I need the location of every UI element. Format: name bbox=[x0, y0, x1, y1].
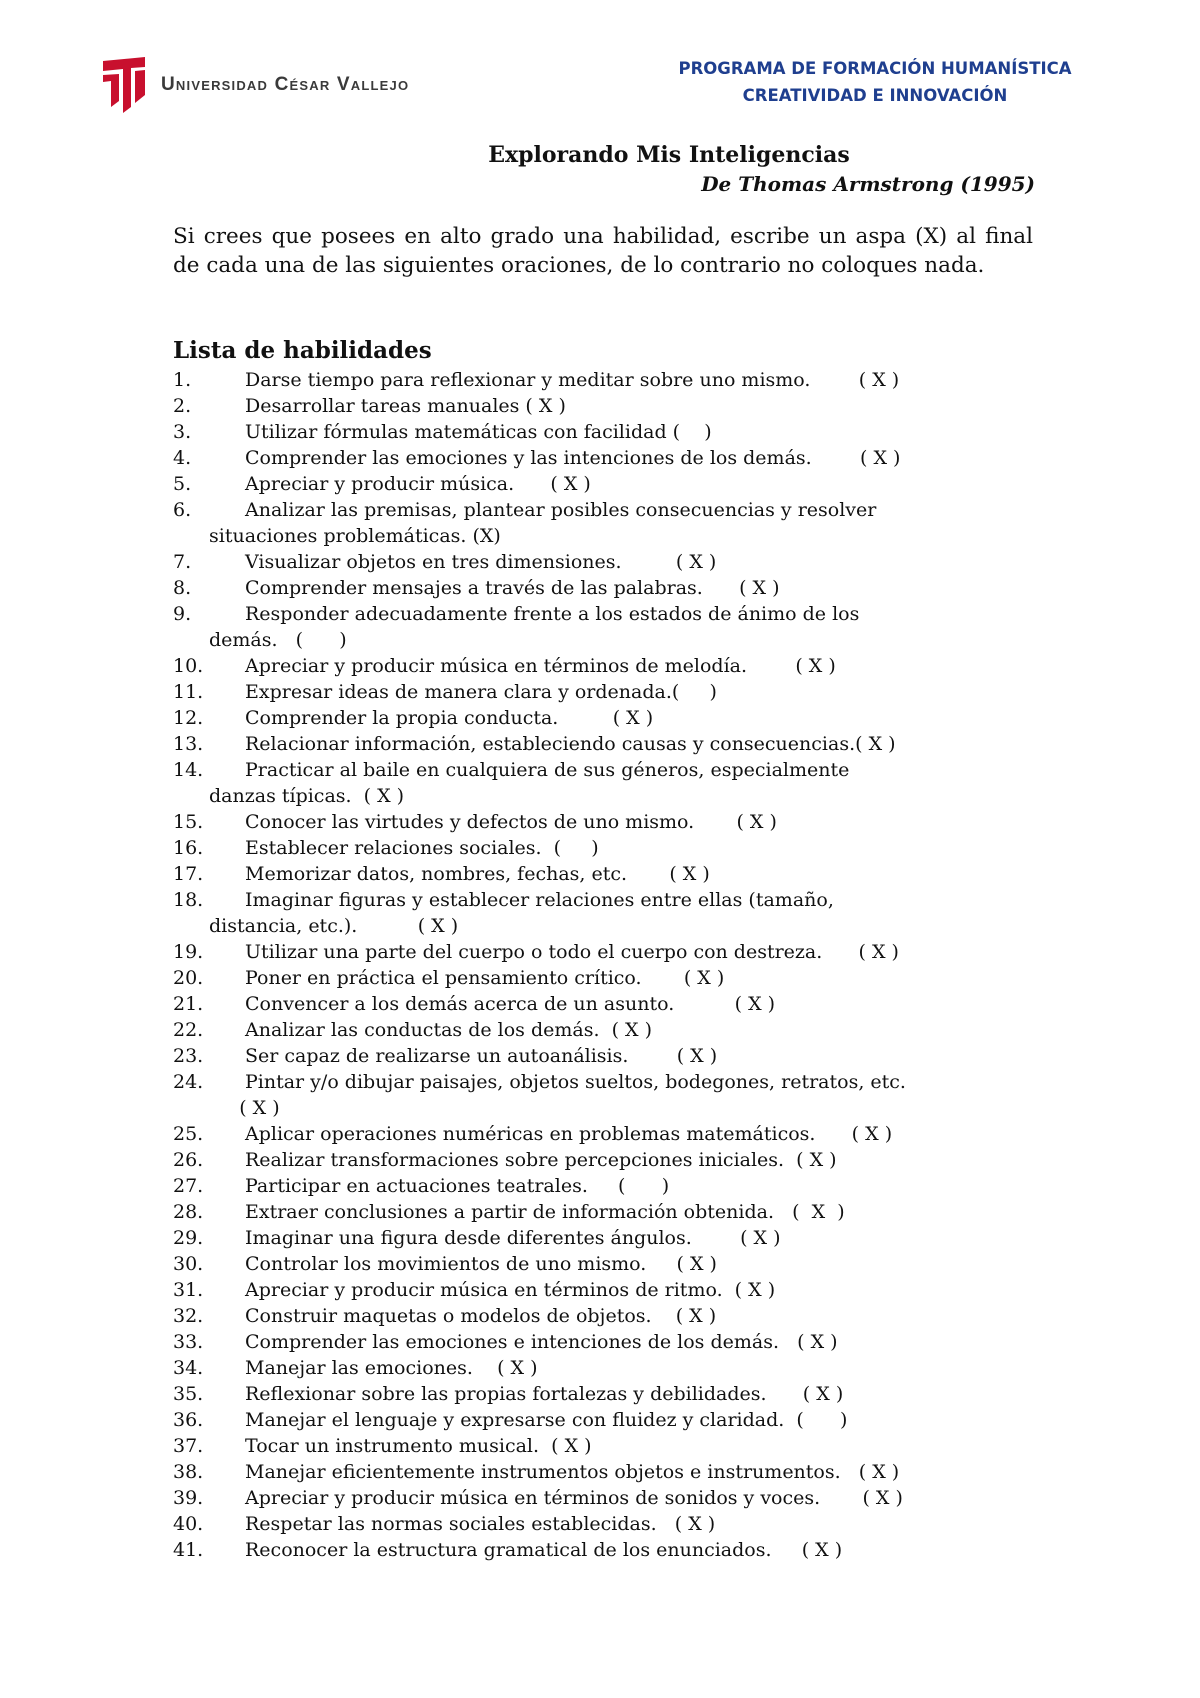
item-text: Ser capaz de realizarse un autoanálisis. ( X ) bbox=[245, 1045, 718, 1067]
item-number: 40. bbox=[173, 1513, 204, 1535]
item-number: 31. bbox=[173, 1279, 204, 1301]
list-item bbox=[173, 1121, 1035, 1147]
list-item bbox=[173, 445, 1035, 471]
list-item bbox=[173, 809, 1035, 835]
item-number: 27. bbox=[173, 1175, 204, 1197]
list-item bbox=[173, 1277, 1035, 1303]
list-item bbox=[173, 549, 1035, 575]
item-number: 38. bbox=[173, 1461, 204, 1483]
instructions-paragraph: Si crees que posees en alto grado una habilidad, escribe un aspa (X) al final de cada una de las siguientes oraciones, de lo contrario no coloques nada. bbox=[173, 224, 1033, 278]
item-number: 32. bbox=[173, 1305, 204, 1327]
item-number: 17. bbox=[173, 863, 204, 885]
list-item bbox=[173, 367, 1035, 393]
list-item bbox=[173, 1511, 1035, 1537]
list-item bbox=[173, 1381, 1035, 1407]
item-text: Tocar un instrumento musical. ( X ) bbox=[245, 1435, 592, 1457]
list-item bbox=[173, 757, 1035, 809]
list-item bbox=[173, 419, 1035, 445]
item-text: Comprender mensajes a través de las palabras. ( X ) bbox=[245, 577, 780, 599]
list-item bbox=[173, 575, 1035, 601]
item-number: 1. bbox=[173, 369, 192, 391]
list-item bbox=[173, 1303, 1035, 1329]
list-item bbox=[173, 887, 1035, 939]
list-item bbox=[173, 1043, 1035, 1069]
item-number: 20. bbox=[173, 967, 204, 989]
item-text: Practicar al baile en cualquiera de sus géneros, especialmente bbox=[245, 759, 850, 781]
university-logo bbox=[101, 57, 409, 113]
list-item bbox=[173, 653, 1035, 679]
item-number: 12. bbox=[173, 707, 204, 729]
university-name: Universidad César Vallejo bbox=[161, 74, 410, 95]
list-item bbox=[173, 497, 1035, 549]
item-text: Respetar las normas sociales establecidas. ( X ) bbox=[245, 1513, 716, 1535]
list-item bbox=[173, 705, 1035, 731]
item-number: 19. bbox=[173, 941, 204, 963]
item-number: 36. bbox=[173, 1409, 204, 1431]
item-text: Pintar y/o dibujar paisajes, objetos sueltos, bodegones, retratos, etc. bbox=[245, 1071, 906, 1093]
list-item bbox=[173, 965, 1035, 991]
item-number: 9. bbox=[173, 603, 192, 625]
item-number: 3. bbox=[173, 421, 192, 443]
item-text: Analizar las premisas, plantear posibles consecuencias y resolver bbox=[245, 499, 877, 521]
item-text: Construir maquetas o modelos de objetos. ( X ) bbox=[245, 1305, 717, 1327]
list-item bbox=[173, 939, 1035, 965]
item-text: Utilizar una parte del cuerpo o todo el cuerpo con destreza. ( X ) bbox=[245, 941, 899, 963]
item-number: 34. bbox=[173, 1357, 204, 1379]
item-number: 21. bbox=[173, 993, 204, 1015]
item-number: 29. bbox=[173, 1227, 204, 1249]
item-number: 2. bbox=[173, 395, 192, 417]
list-item bbox=[173, 835, 1035, 861]
item-text: Poner en práctica el pensamiento crítico. ( X ) bbox=[245, 967, 725, 989]
item-text: Apreciar y producir música. ( X ) bbox=[245, 473, 591, 495]
item-number: 39. bbox=[173, 1487, 204, 1509]
item-number: 4. bbox=[173, 447, 192, 469]
item-text-continuation: situaciones problemáticas. (X) bbox=[209, 525, 501, 547]
item-text: Utilizar fórmulas matemáticas con facilidad ( ) bbox=[245, 421, 712, 443]
item-text: Imaginar figuras y establecer relaciones entre ellas (tamaño, bbox=[245, 889, 834, 911]
list-item bbox=[173, 1251, 1035, 1277]
item-number: 7. bbox=[173, 551, 192, 573]
item-number: 13. bbox=[173, 733, 204, 755]
list-item bbox=[173, 1433, 1035, 1459]
item-text: Comprender la propia conducta. ( X ) bbox=[245, 707, 654, 729]
item-text: Apreciar y producir música en términos de ritmo. ( X ) bbox=[245, 1279, 776, 1301]
program-line-1: PROGRAMA DE FORMACIÓN HUMANÍSTICA bbox=[678, 59, 1072, 78]
skills-list bbox=[173, 367, 1035, 1563]
item-text: Imaginar una figura desde diferentes ángulos. ( X ) bbox=[245, 1227, 781, 1249]
list-item bbox=[173, 991, 1035, 1017]
list-item bbox=[173, 1537, 1035, 1563]
item-number: 10. bbox=[173, 655, 204, 677]
list-item bbox=[173, 1173, 1035, 1199]
item-number: 11. bbox=[173, 681, 204, 703]
item-text: Reflexionar sobre las propias fortalezas y debilidades. ( X ) bbox=[245, 1383, 844, 1405]
list-item bbox=[173, 471, 1035, 497]
ucv-shield-icon bbox=[101, 57, 147, 113]
item-text: Convencer a los demás acerca de un asunto. ( X ) bbox=[245, 993, 776, 1015]
item-text-continuation: distancia, etc.). ( X ) bbox=[209, 915, 459, 937]
item-number: 24. bbox=[173, 1071, 204, 1093]
item-text: Expresar ideas de manera clara y ordenada.( ) bbox=[245, 681, 717, 703]
list-item bbox=[173, 1069, 1035, 1121]
list-item bbox=[173, 861, 1035, 887]
item-text: Visualizar objetos en tres dimensiones. ( X ) bbox=[245, 551, 717, 573]
item-text: Controlar los movimientos de uno mismo. ( X ) bbox=[245, 1253, 717, 1275]
item-number: 23. bbox=[173, 1045, 204, 1067]
list-item bbox=[173, 1407, 1035, 1433]
document-title bbox=[0, 142, 1200, 168]
item-text: Responder adecuadamente frente a los estados de ánimo de los bbox=[245, 603, 860, 625]
item-text: Participar en actuaciones teatrales. ( ) bbox=[245, 1175, 670, 1197]
item-text: Analizar las conductas de los demás. ( X ) bbox=[245, 1019, 653, 1041]
list-item bbox=[173, 1147, 1035, 1173]
list-heading: Lista de habilidades bbox=[173, 337, 432, 364]
program-line-2: CREATIVIDAD E INNOVACIÓN bbox=[742, 86, 1008, 105]
item-number: 30. bbox=[173, 1253, 204, 1275]
list-item bbox=[173, 1355, 1035, 1381]
item-text: Reconocer la estructura gramatical de los enunciados. ( X ) bbox=[245, 1539, 843, 1561]
list-item bbox=[173, 393, 1035, 419]
list-item bbox=[173, 1017, 1035, 1043]
item-number: 28. bbox=[173, 1201, 204, 1223]
document-subtitle: De Thomas Armstrong (1995) bbox=[701, 172, 1035, 196]
item-number: 8. bbox=[173, 577, 192, 599]
list-item bbox=[173, 731, 1035, 757]
item-number: 6. bbox=[173, 499, 192, 521]
item-text-continuation: danzas típicas. ( X ) bbox=[209, 785, 405, 807]
item-text: Conocer las virtudes y defectos de uno mismo. ( X ) bbox=[245, 811, 777, 833]
item-text: Memorizar datos, nombres, fechas, etc. ( X ) bbox=[245, 863, 710, 885]
item-text: Extraer conclusiones a partir de información obtenida. ( X ) bbox=[245, 1201, 845, 1223]
item-number: 26. bbox=[173, 1149, 204, 1171]
item-text: Aplicar operaciones numéricas en problemas matemáticos. ( X ) bbox=[245, 1123, 893, 1145]
program-heading bbox=[665, 55, 1085, 109]
item-text: Darse tiempo para reflexionar y meditar sobre uno mismo. ( X ) bbox=[245, 369, 900, 391]
list-item bbox=[173, 679, 1035, 705]
item-text-continuation: demás. ( ) bbox=[209, 629, 347, 651]
item-text: Desarrollar tareas manuales ( X ) bbox=[245, 395, 566, 417]
item-text: Realizar transformaciones sobre percepciones iniciales. ( X ) bbox=[245, 1149, 837, 1171]
document-title-text: Explorando Mis Inteligencias bbox=[488, 142, 850, 168]
item-text: Manejar eficientemente instrumentos objetos e instrumentos. ( X ) bbox=[245, 1461, 900, 1483]
item-number: 37. bbox=[173, 1435, 204, 1457]
item-text: Establecer relaciones sociales. ( ) bbox=[245, 837, 599, 859]
item-number: 35. bbox=[173, 1383, 204, 1405]
list-item bbox=[173, 1329, 1035, 1355]
item-number: 5. bbox=[173, 473, 192, 495]
item-text: Relacionar información, estableciendo causas y consecuencias.( X ) bbox=[245, 733, 896, 755]
list-item bbox=[173, 1485, 1035, 1511]
item-number: 22. bbox=[173, 1019, 204, 1041]
item-number: 25. bbox=[173, 1123, 204, 1145]
item-text: Manejar las emociones. ( X ) bbox=[245, 1357, 538, 1379]
item-text: Comprender las emociones e intenciones de los demás. ( X ) bbox=[245, 1331, 838, 1353]
list-item bbox=[173, 601, 1035, 653]
item-number: 16. bbox=[173, 837, 204, 859]
item-number: 15. bbox=[173, 811, 204, 833]
item-number: 18. bbox=[173, 889, 204, 911]
item-number: 33. bbox=[173, 1331, 204, 1353]
item-text: Apreciar y producir música en términos de sonidos y voces. ( X ) bbox=[245, 1487, 903, 1509]
list-item bbox=[173, 1225, 1035, 1251]
list-item bbox=[173, 1459, 1035, 1485]
item-text: Apreciar y producir música en términos de melodía. ( X ) bbox=[245, 655, 836, 677]
item-text-continuation: ( X ) bbox=[209, 1097, 280, 1119]
item-text: Manejar el lenguaje y expresarse con fluidez y claridad. ( ) bbox=[245, 1409, 848, 1431]
item-number: 14. bbox=[173, 759, 204, 781]
item-text: Comprender las emociones y las intenciones de los demás. ( X ) bbox=[245, 447, 901, 469]
item-number: 41. bbox=[173, 1539, 204, 1561]
list-item bbox=[173, 1199, 1035, 1225]
